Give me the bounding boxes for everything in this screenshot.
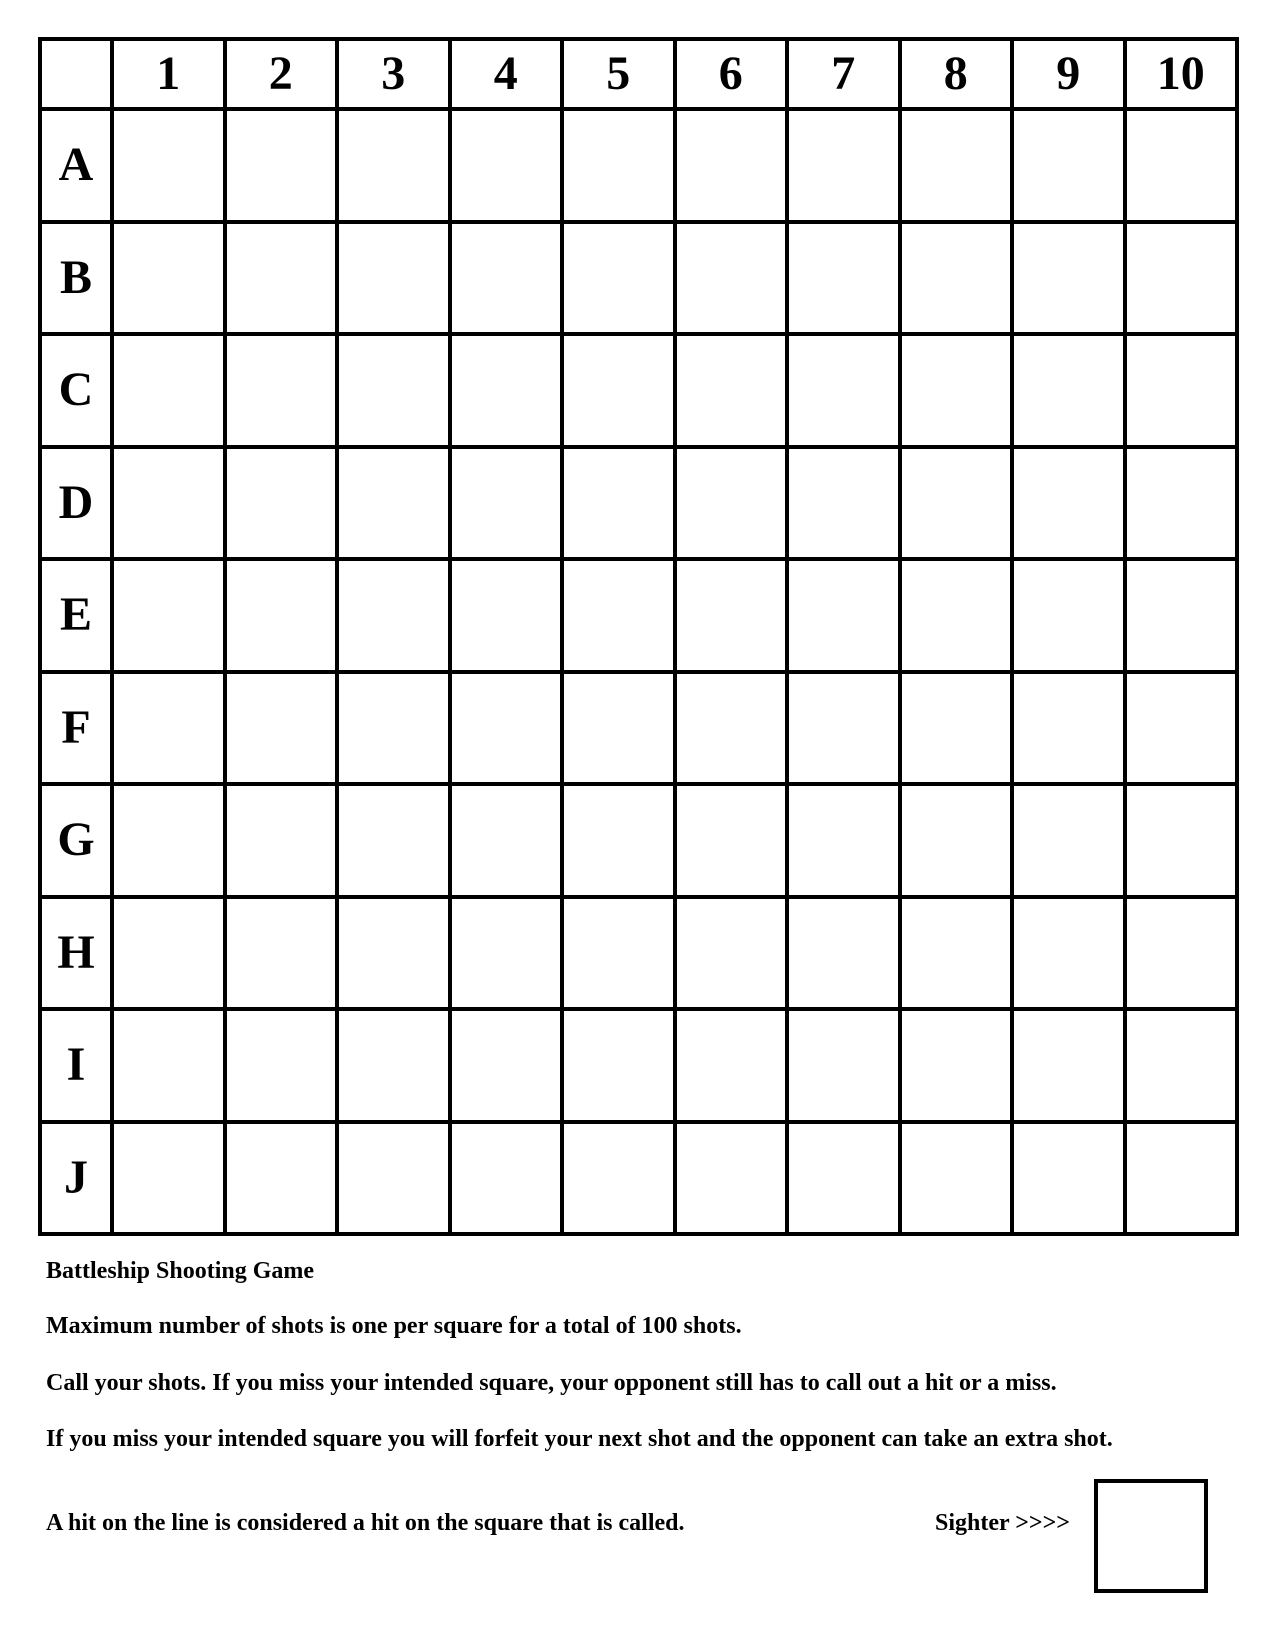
grid-cell[interactable] xyxy=(225,1122,338,1235)
grid-cell[interactable] xyxy=(112,559,225,672)
grid-cell[interactable] xyxy=(900,1009,1013,1122)
grid-cell[interactable] xyxy=(337,222,450,335)
grid-cell[interactable] xyxy=(450,222,563,335)
rule-call-shots: Call your shots. If you miss your intended square, your opponent still has to call out a hit or a miss. xyxy=(46,1370,1057,1396)
grid-cell[interactable] xyxy=(337,1009,450,1122)
grid-cell[interactable] xyxy=(112,1122,225,1235)
grid-cell[interactable] xyxy=(1012,784,1125,897)
grid-row xyxy=(40,334,1237,447)
grid-cell[interactable] xyxy=(787,559,900,672)
row-header: B xyxy=(40,222,112,335)
grid-cell[interactable] xyxy=(450,1122,563,1235)
battleship-grid xyxy=(38,37,1239,1236)
grid-cell[interactable] xyxy=(337,447,450,560)
grid-cell[interactable] xyxy=(1012,897,1125,1010)
grid-cell[interactable] xyxy=(225,222,338,335)
grid-cell[interactable] xyxy=(1012,447,1125,560)
grid-cell[interactable] xyxy=(1012,559,1125,672)
grid-cell[interactable] xyxy=(675,559,788,672)
grid-cell[interactable] xyxy=(1125,897,1238,1010)
grid-row xyxy=(40,109,1237,222)
grid-cell[interactable] xyxy=(1012,334,1125,447)
grid-cell[interactable] xyxy=(1125,559,1238,672)
grid-cell[interactable] xyxy=(225,784,338,897)
grid-cell[interactable] xyxy=(337,109,450,222)
grid-cell[interactable] xyxy=(112,222,225,335)
grid-cell[interactable] xyxy=(675,447,788,560)
grid-cell[interactable] xyxy=(900,559,1013,672)
grid-cell[interactable] xyxy=(787,334,900,447)
grid-cell[interactable] xyxy=(900,334,1013,447)
grid-row xyxy=(40,222,1237,335)
grid-cell[interactable] xyxy=(787,447,900,560)
grid-cell[interactable] xyxy=(675,222,788,335)
row-header: C xyxy=(40,334,112,447)
column-header: 7 xyxy=(787,39,900,109)
grid-cell[interactable] xyxy=(675,672,788,785)
grid-cell[interactable] xyxy=(562,672,675,785)
grid-cell[interactable] xyxy=(112,334,225,447)
grid-cell[interactable] xyxy=(337,897,450,1010)
row-header: F xyxy=(40,672,112,785)
grid-cell[interactable] xyxy=(1125,334,1238,447)
grid-cell[interactable] xyxy=(900,784,1013,897)
grid-cell[interactable] xyxy=(112,897,225,1010)
row-header: I xyxy=(40,1009,112,1122)
grid-cell[interactable] xyxy=(675,897,788,1010)
grid-cell[interactable] xyxy=(787,109,900,222)
column-header: 2 xyxy=(225,39,338,109)
grid-cell[interactable] xyxy=(1125,672,1238,785)
grid-cell[interactable] xyxy=(900,109,1013,222)
rule-forfeit: If you miss your intended square you will forfeit your next shot and the opponent can take an extra shot. xyxy=(46,1426,1113,1452)
grid-cell[interactable] xyxy=(450,897,563,1010)
grid-cell[interactable] xyxy=(1012,222,1125,335)
grid-cell[interactable] xyxy=(1125,109,1238,222)
grid-cell[interactable] xyxy=(450,334,563,447)
grid-row xyxy=(40,1009,1237,1122)
grid-cell[interactable] xyxy=(337,672,450,785)
grid-cell[interactable] xyxy=(562,559,675,672)
column-header: 9 xyxy=(1012,39,1125,109)
grid-cell[interactable] xyxy=(787,897,900,1010)
grid-cell[interactable] xyxy=(1125,447,1238,560)
grid-cell[interactable] xyxy=(787,222,900,335)
grid-row xyxy=(40,784,1237,897)
grid-cell[interactable] xyxy=(562,1122,675,1235)
grid-cell[interactable] xyxy=(450,1009,563,1122)
grid-corner-cell xyxy=(40,39,112,109)
grid-cell[interactable] xyxy=(562,1009,675,1122)
grid-cell[interactable] xyxy=(900,897,1013,1010)
grid-row xyxy=(40,897,1237,1010)
grid-cell[interactable] xyxy=(562,897,675,1010)
grid-cell[interactable] xyxy=(900,447,1013,560)
grid-cell[interactable] xyxy=(562,334,675,447)
row-header: D xyxy=(40,447,112,560)
rule-line-hit: A hit on the line is considered a hit on the square that is called. xyxy=(46,1510,685,1536)
grid-cell[interactable] xyxy=(787,1122,900,1235)
grid-cell[interactable] xyxy=(675,784,788,897)
grid-cell[interactable] xyxy=(675,1122,788,1235)
column-header-row xyxy=(40,39,1237,109)
grid-cell[interactable] xyxy=(1012,672,1125,785)
grid-cell[interactable] xyxy=(450,784,563,897)
column-header: 3 xyxy=(337,39,450,109)
grid-cell[interactable] xyxy=(225,672,338,785)
grid-cell[interactable] xyxy=(900,672,1013,785)
row-header: H xyxy=(40,897,112,1010)
grid-cell[interactable] xyxy=(450,109,563,222)
grid-body xyxy=(40,39,1237,1234)
grid-cell[interactable] xyxy=(225,1009,338,1122)
grid-cell[interactable] xyxy=(787,1009,900,1122)
grid-cell[interactable] xyxy=(112,1009,225,1122)
grid-cell[interactable] xyxy=(450,672,563,785)
grid-cell[interactable] xyxy=(337,1122,450,1235)
grid-cell[interactable] xyxy=(675,334,788,447)
grid-row xyxy=(40,559,1237,672)
grid-cell[interactable] xyxy=(450,447,563,560)
column-header: 4 xyxy=(450,39,563,109)
column-header: 1 xyxy=(112,39,225,109)
grid-cell[interactable] xyxy=(900,222,1013,335)
grid-cell[interactable] xyxy=(225,334,338,447)
grid-cell[interactable] xyxy=(1125,1009,1238,1122)
column-header: 6 xyxy=(675,39,788,109)
grid-cell[interactable] xyxy=(1125,1122,1238,1235)
column-header: 8 xyxy=(900,39,1013,109)
grid-cell[interactable] xyxy=(562,447,675,560)
grid-cell[interactable] xyxy=(450,559,563,672)
grid-cell[interactable] xyxy=(225,559,338,672)
grid-cell[interactable] xyxy=(337,334,450,447)
game-title: Battleship Shooting Game xyxy=(46,1258,315,1284)
row-header: J xyxy=(40,1122,112,1235)
grid-cell[interactable] xyxy=(900,1122,1013,1235)
column-header: 5 xyxy=(562,39,675,109)
grid-cell[interactable] xyxy=(112,109,225,222)
grid-cell[interactable] xyxy=(562,109,675,222)
grid-cell[interactable] xyxy=(562,222,675,335)
column-header: 10 xyxy=(1125,39,1238,109)
row-header: A xyxy=(40,109,112,222)
row-header: G xyxy=(40,784,112,897)
grid-cell[interactable] xyxy=(675,1009,788,1122)
grid-cell[interactable] xyxy=(787,672,900,785)
grid-cell[interactable] xyxy=(112,672,225,785)
grid-cell[interactable] xyxy=(675,109,788,222)
grid-row xyxy=(40,1122,1237,1235)
row-header: E xyxy=(40,559,112,672)
grid-cell[interactable] xyxy=(225,447,338,560)
grid-cell[interactable] xyxy=(225,109,338,222)
grid-cell[interactable] xyxy=(112,784,225,897)
grid-cell[interactable] xyxy=(1012,109,1125,222)
grid-row xyxy=(40,447,1237,560)
rule-max-shots: Maximum number of shots is one per square for a total of 100 shots. xyxy=(46,1313,742,1339)
grid-cell[interactable] xyxy=(562,784,675,897)
grid-cell[interactable] xyxy=(787,784,900,897)
grid-cell[interactable] xyxy=(1125,222,1238,335)
grid-cell[interactable] xyxy=(1012,1009,1125,1122)
sighter-target-box[interactable] xyxy=(1094,1479,1208,1593)
grid-cell[interactable] xyxy=(337,559,450,672)
grid-row xyxy=(40,672,1237,785)
grid-cell[interactable] xyxy=(1012,1122,1125,1235)
grid-cell[interactable] xyxy=(1125,784,1238,897)
grid-cell[interactable] xyxy=(337,784,450,897)
grid-cell[interactable] xyxy=(225,897,338,1010)
sighter-label: Sighter >>>> xyxy=(935,1510,1070,1536)
grid-cell[interactable] xyxy=(112,447,225,560)
